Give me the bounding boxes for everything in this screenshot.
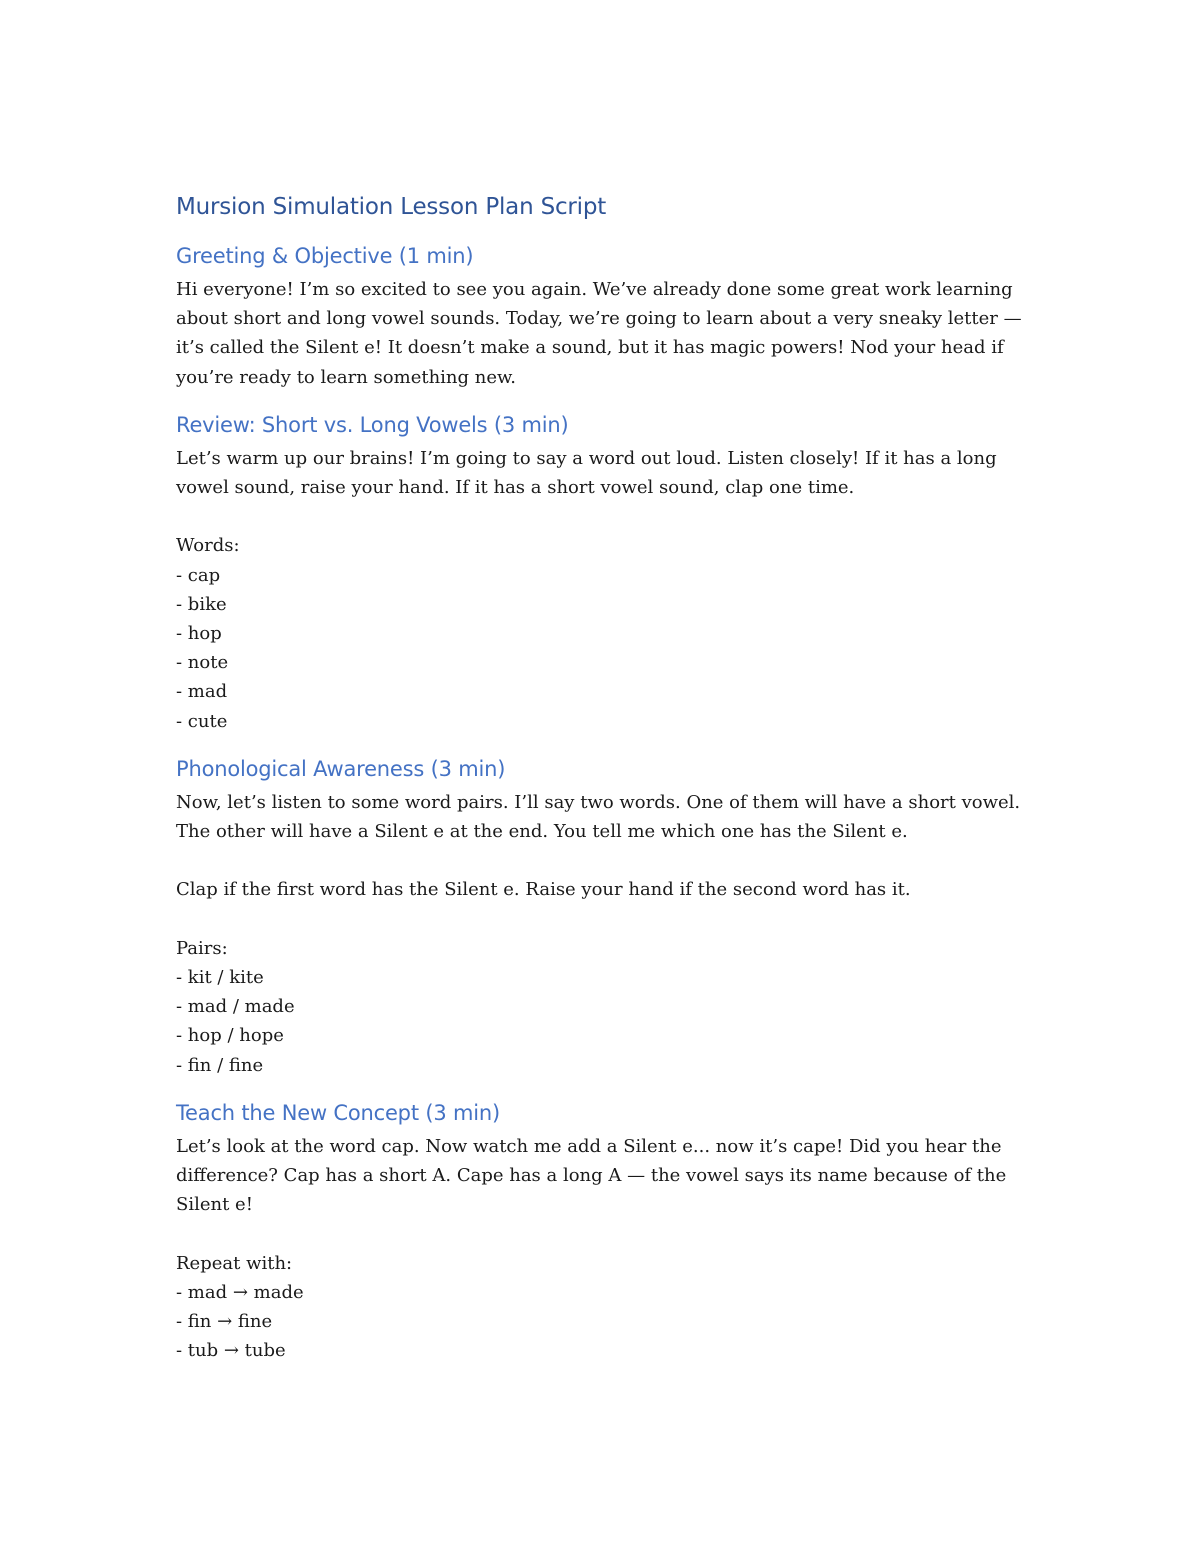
list-item: - cute [176,710,228,732]
section-heading-phonological: Phonological Awareness (3 min) [176,756,506,781]
section-heading-greeting: Greeting & Objective (1 min) [176,244,474,268]
blank-line [176,905,1036,934]
section-body-review: Let’s warm up our brains! I’m going to say a word out loud. Listen closely! If it has a long vowel sound, raise your hand. If it has a short vowel sound, clap one time. [176,447,997,499]
word-list [176,561,1036,736]
section-body-phonological: Now, let’s listen to some word pairs. I’ll say two words. One of them will have a short vowel. The other will have a Silent e at the end. You tell me which one has the Silent e. [176,791,1021,843]
list-item: - kit / kite [176,967,264,989]
list-item: - hop / hope [176,1025,284,1047]
document-title: Mursion Simulation Lesson Plan Script [176,194,607,220]
document-page [176,190,1036,1383]
blank-line [176,1219,1036,1248]
list-item: - note [176,652,229,674]
section-body-phonological-instructions: Clap if the first word has the Silent e. Raise your hand if the second word has it. [176,879,911,901]
list-item: - mad [176,681,228,703]
list-label-words: Words: [176,535,240,557]
list-item: - cap [176,564,221,586]
list-item: - hop [176,623,222,645]
list-item: - bike [176,593,227,615]
blank-line [176,502,1036,531]
list-item: - mad → made [176,1281,304,1303]
section-body-greeting: Hi everyone! I’m so excited to see you again. We’ve already done some great work learning about short and long vowel sounds. Today, we’re going to learn about a very sneaky letter — it’s called the Silent e! It doesn’t make a sound, but it has magic powers! Nod your head if you’re ready to learn something new. [176,279,1022,388]
repeat-list [176,1278,1036,1366]
section-greeting [176,241,1036,392]
section-review [176,410,1036,736]
list-item: - fin → fine [176,1311,273,1333]
section-teach [176,1098,1036,1366]
section-heading-teach: Teach the New Concept (3 min) [176,1100,500,1125]
pairs-list [176,963,1036,1080]
section-heading-review: Review: Short vs. Long Vowels (3 min) [176,412,569,437]
section-phonological [176,754,1036,1080]
list-item: - tub → tube [176,1340,286,1362]
list-item: - mad / made [176,996,295,1018]
section-body-teach: Let’s look at the word cap. Now watch me add a Silent e... now it’s cape! Did you hear the difference? Cap has a short A. Cape has a long A — the vowel says its name because of the Silent e! [176,1135,1007,1216]
blank-line [176,846,1036,875]
list-item: - fin / fine [176,1054,264,1076]
list-label-repeat: Repeat with: [176,1252,293,1274]
list-label-pairs: Pairs: [176,937,228,959]
